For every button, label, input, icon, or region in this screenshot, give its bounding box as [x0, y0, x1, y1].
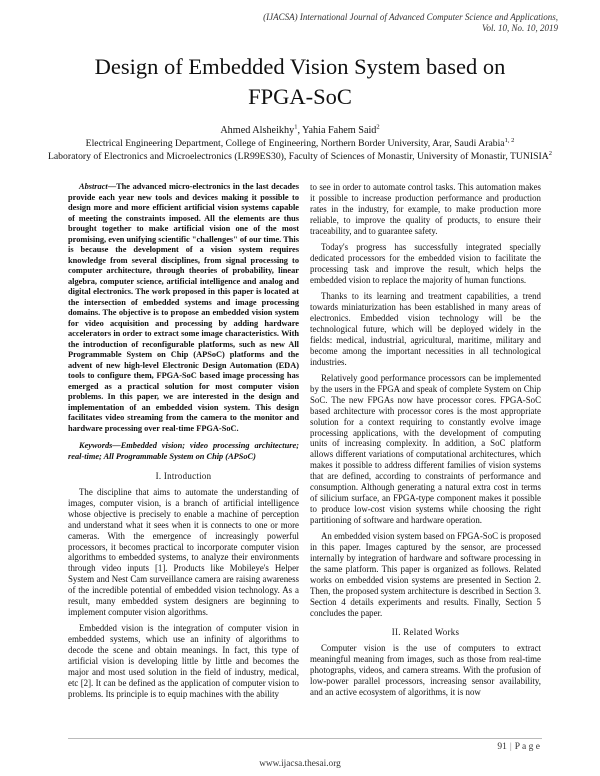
affiliation-mark: 1, 2 [504, 136, 515, 144]
affiliation-mark: 2 [548, 149, 553, 157]
affiliation: Laboratory of Electronics and Microelectronics (LR99ES30), Faculty of Sciences of Monastir, University of Monastir, TUNISIA$^2$ [47, 149, 553, 162]
paper-title-line2: FPGA-SoC [248, 84, 352, 109]
affiliation: Electrical Engineering Department, College of Engineering, Northern Border University, Arar, Saudi Arabia$^{1, 2}$ [85, 136, 515, 149]
page-number [497, 742, 540, 752]
paper-title-line1: Design of Embedded Vision System based on [94, 54, 506, 79]
abstract [68, 182, 299, 434]
paragraph: Relatively good performance processors can be implemented by the users in the FPGA and speak of complete System on Chip SoC. The new FPGAs now have processor cores. FPGA-SoC based architecture with processor cores is the most appropriate solution for a context requiring to constantly evolve image processing applications, with the development of computing units of increasing complexity. In addition, a SoC platform allows different variations of computational architectures, which makes it possible to address different families of vision systems that are defined, according to constraints of performance and consumption. Although generating a natural extra cost in terms of silicium surface, an FPGA-type component makes it possible to produce low-cost vision systems while choosing the right partitioning of software and hardware operation. [310, 373, 541, 525]
authors [0, 124, 600, 137]
author-affiliation-mark: 1 [294, 123, 298, 131]
paragraph: to see in order to automate control tasks. This automation makes it possible to increase production performance and production rates in the industry, for example, to make production more reliable, to improve the quality of products, to ensure their traceability, and to guarantee safety. [310, 182, 541, 236]
section-heading-related-works: II. Related Works [391, 627, 460, 638]
journal-website: www.ijacsa.thesai.org [259, 759, 341, 769]
page-word: P a g e [514, 742, 540, 752]
journal-header [178, 12, 558, 34]
left-column [68, 182, 299, 705]
paragraph: Computer vision is the use of computers to extract meaningful meaning from images, such as those from real-time photographs, videos, and camera streams. With the profusion of low-power parallel processors, increasing sensor availability, and an active ecosystem of algorithms, it is now [310, 643, 541, 698]
paragraph: Today's progress has successfully integrated specially dedicated processors for the embedded vision to facilitate the processing task and improve the result, which helps the embedded vision to replace the majority of human functions. [310, 242, 541, 285]
author-affiliation-mark: 2 [376, 123, 380, 131]
abstract-text: —The advanced micro-electronics in the last decades provide each year new tools and devices making it possible to design more and more efficient artificial vision systems capable of meeting the constraints imposed. All the elements are thus brought together to make artificial vision one of the most promising, even unifying scientific "challenges" of our time. This is because the development of a vision system requires knowledge from several disciplines, from signal processing to computer architecture, through theories of probability, linear algebra, computer science, artificial intelligence and analog and digital electronics. The work proposed in this paper is located at the intersection of embedded systems and image processing domains. The objective is to propose an embedded vision system for video acquisition and processing by adding hardware accelerators in order to extract some image characteristics. With the introduction of reconfigurable platforms, such as new All Programmable System on Chip (APSoC) platforms and the advent of new high-level Electronic Design Automation (EDA) tools to configure them, FPGA-SoC based image processing has emerged as a practical solution for most computer vision problems. In this paper, we are interested in the design and implementation of an embedded vision system. This design facilitates video streaming from the camera to the monitor and hardware processing over real-time FPGA-SoC. [68, 182, 299, 433]
paragraph: The discipline that aims to automate the understanding of images, computer vision, is a branch of artificial intelligence whose objective is precisely to enable a machine of perception and understand what it sees when it is connects to one or more cameras. With the emergence of increasingly powerful processors, it becomes practical to incorporate computer vision algorithms to embedded systems, to analyze their environments through video inputs [1]. Products like Mobileye's Helper System and Nest Cam surveillance camera are raising awareness of the incredible potential of embedded vision technology. As a result, many embedded system designers are beginning to implement computer vision algorithms. [68, 487, 299, 617]
page-number-value: 91 [497, 742, 507, 752]
paragraph: Embedded vision is the integration of computer vision in embedded systems, which use an infinity of algorithms to decode the scene and obtain meanings. In fact, this type of artificial vision is developing little by little and becomes the major and most used solution in the field of industry, medical, etc [2]. It can be defined as the application of computer vision to problems. Its principle is to equip machines with the ability [68, 623, 299, 699]
section-heading-introduction: I. Introduction [155, 471, 212, 481]
author-name: Ahmed Alsheikhy [220, 125, 295, 136]
keywords: Keywords—Embedded vision; video processing architecture; real-time; All Programmable System on Chip (APSoC) [68, 441, 299, 461]
right-column [310, 182, 541, 703]
journal-name: (IJACSA) International Journal of Advanced Computer Science and Applications, [263, 12, 558, 22]
author-separator: , [297, 125, 303, 136]
journal-volume: Vol. 10, No. 10, 2019 [481, 23, 558, 33]
abstract-label: Abstract [79, 182, 108, 191]
footer-divider [68, 738, 542, 739]
paper-title [0, 52, 600, 112]
paragraph: Thanks to its learning and treatment capabilities, a trend towards miniaturization has been established in many areas of electronics. Embedded vision technology will be the technological future, which will be deployed widely in the fields: medical, industrial, agricultural, maritime, military and become among the important necessities in all technological industries. [310, 291, 541, 367]
paragraph: An embedded vision system based on FPGA-SoC is proposed in this paper. Images captured by the sensor, are processed internally by integration of hardware and software processing in the same platform. This paper is organized as follows. Related works on embedded vision systems are presented in Section 2. Then, the proposed system architecture is described in Section 3. Section 4 details experiments and results. Finally, Section 5 concludes the paper. [310, 531, 541, 618]
affiliations [0, 138, 600, 163]
page-number-separator: | [509, 742, 512, 752]
author-name: Yahia Fahem Said [302, 125, 377, 136]
